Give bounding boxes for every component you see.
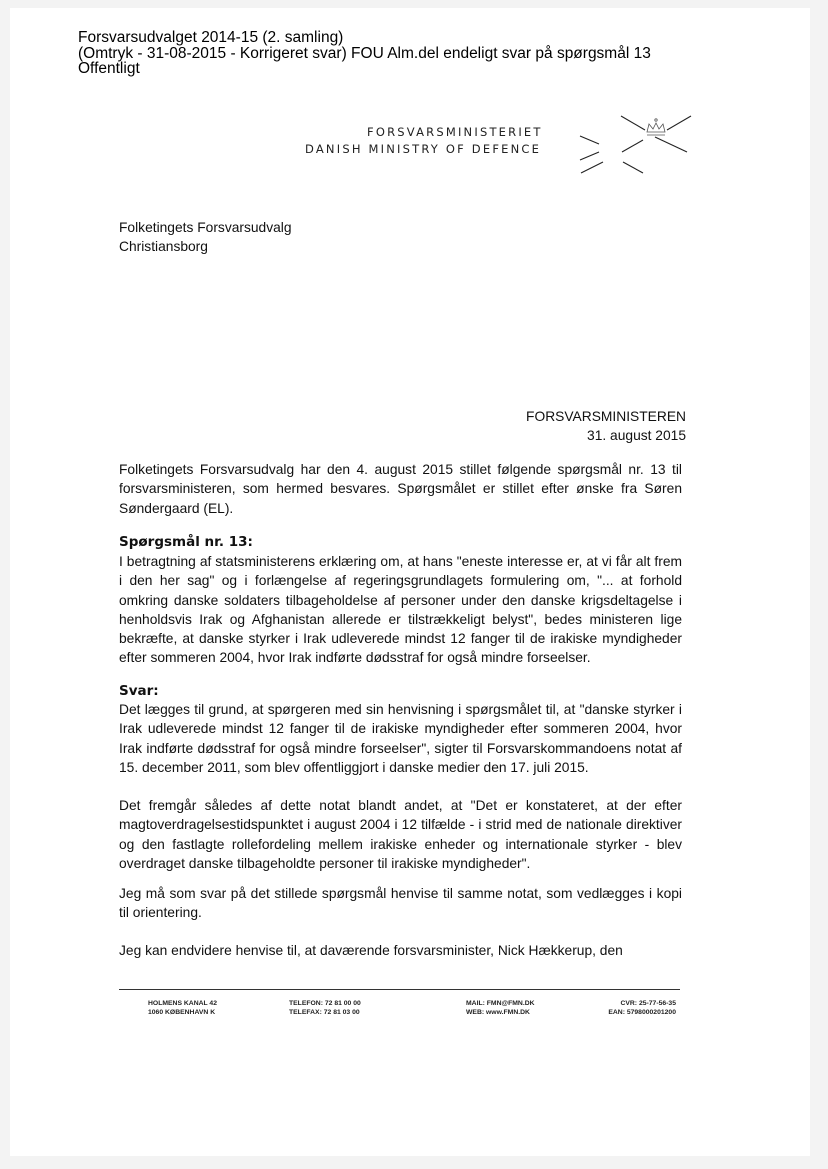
header-committee: Forsvarsudvalget 2014-15 (2. samling) bbox=[78, 29, 344, 46]
footer-web: WEB: www.FMN.DK bbox=[466, 1009, 530, 1016]
ministry-name-danish: FORSVARSMINISTERIET bbox=[367, 125, 543, 139]
footer-divider bbox=[119, 989, 680, 990]
footer-fax: TELEFAX: 72 81 03 00 bbox=[289, 1009, 360, 1016]
footer-phone: TELEFON: 72 81 00 00 bbox=[289, 1000, 361, 1007]
footer-city: 1060 KØBENHAVN K bbox=[148, 1009, 216, 1016]
footer-street: HOLMENS KANAL 42 bbox=[148, 1000, 217, 1007]
answer-paragraph-4: Jeg kan endvidere henvise til, at daværende forsvarsminister, Nick Hækkerup, den bbox=[119, 943, 623, 958]
footer-address bbox=[148, 999, 217, 1017]
footer-registration bbox=[604, 999, 676, 1017]
answer-heading: Svar: bbox=[119, 683, 159, 699]
answer-paragraph-1: Det lægges til grund, at spørgeren med sin henvisning i spørgsmålet til, at "danske styrker i Irak udleverede mindst 12 fanger til de irakiske myndigheder efter sommeren 2004, hvor Irak indførte dødsstraf for også mindre forseelser", sigter til Forsvarskommandoens notat af 15. december 2011, som blev offentliggjort i danske medier den 17. juli 2015. bbox=[119, 702, 682, 775]
footer-ean: EAN: 5798000201200 bbox=[608, 1009, 676, 1016]
answer-paragraph-3: Jeg må som svar på det stillede spørgsmål henvise til samme notat, som vedlægges i kopi til orientering. bbox=[119, 886, 682, 921]
answer-paragraph-2: Det fremgår således af dette notat blandt andet, at "Det er konstateret, at der efter magtoverdragelsestidspunktet i august 2004 i 12 tilfælde - i strid med de nationale direktiver og den fastlagte rollefordeling mellem irakiske enheder og internationale styrker - blev overdraget danske tilbageholdte personer til irakiske myndigheder". bbox=[119, 798, 682, 871]
header-status: Offentligt bbox=[78, 60, 140, 77]
letter-date: 31. august 2015 bbox=[587, 428, 686, 443]
question-text: I betragtning af statsministerens erklæring om, at hans "eneste interesse er, at vi får alt frem i den her sag" og i forlængelse af regeringsgrundlagets formulering om, "... at forhold omkring danske soldaters tilbageholdelse af personer under den danske krigsdeltagelse i henholdsvis Irak og Afghanistan allerede er tilstrækkeligt belyst", bedes ministeren lige bekræfte, at danske styrker i Irak udleverede mindst 12 fanger til de irakiske myndigheder efter sommeren 2004, hvor Irak indførte dødsstraf for også mindre forseelser. bbox=[119, 554, 682, 666]
recipient-name: Folketingets Forsvarsudvalg bbox=[119, 220, 292, 235]
sender-name: FORSVARSMINISTEREN bbox=[526, 409, 686, 424]
question-heading: Spørgsmål nr. 13: bbox=[119, 534, 253, 550]
footer-mail: MAIL: FMN@FMN.DK bbox=[466, 1000, 535, 1007]
footer-cvr: CVR: 25-77-56-35 bbox=[620, 1000, 676, 1007]
intro-paragraph: Folketingets Forsvarsudvalg har den 4. august 2015 stillet følgende spørgsmål nr. 13 til forsvarsministeren, som hermed besvares. Spørgsmålet er stillet efter ønske fra Søren Søndergaard (EL). bbox=[119, 462, 682, 516]
footer-contact bbox=[466, 999, 535, 1017]
crown-cross-icon bbox=[575, 110, 695, 178]
recipient-address: Christiansborg bbox=[119, 239, 208, 254]
ministry-name-english: DANISH MINISTRY OF DEFENCE bbox=[305, 142, 542, 156]
footer-phones bbox=[289, 999, 361, 1017]
header-document-title: (Omtryk - 31-08-2015 - Korrigeret svar) FOU Alm.del endeligt svar på spørgsmål 13 bbox=[78, 45, 651, 62]
